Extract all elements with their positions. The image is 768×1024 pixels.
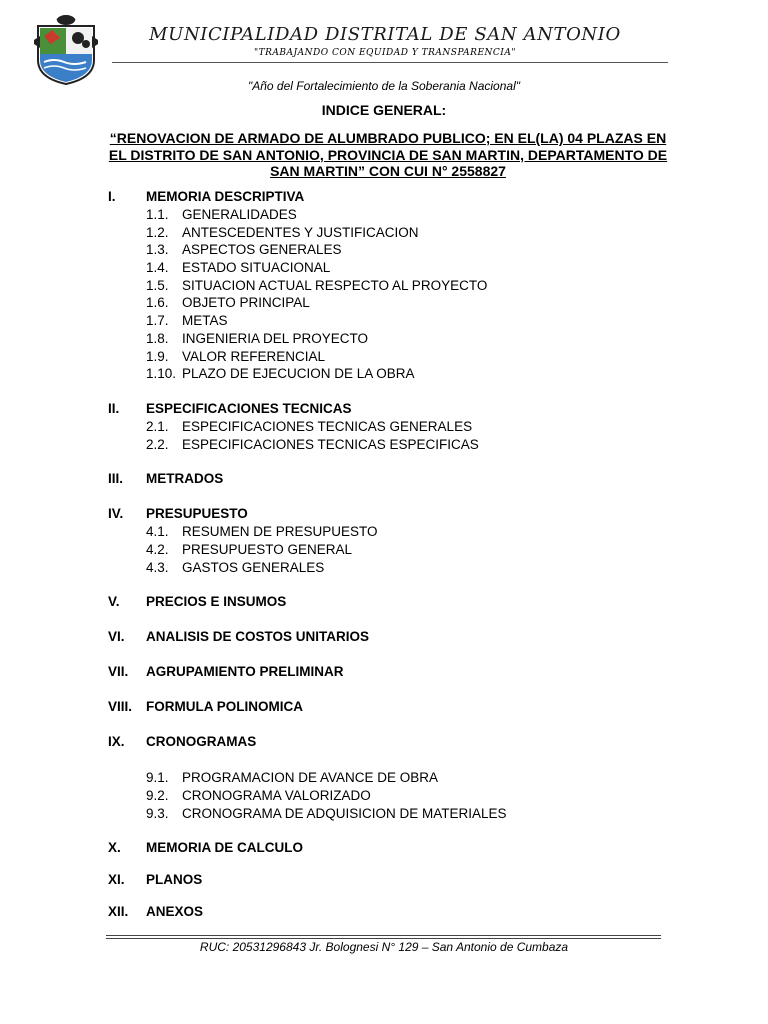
toc-item-number: 2.2.	[146, 436, 169, 452]
toc-item	[108, 330, 668, 348]
toc-section-heading	[108, 470, 668, 488]
spacer	[108, 822, 668, 839]
toc-item-number: 2.1.	[146, 418, 169, 434]
toc-section	[108, 593, 668, 628]
toc-section	[108, 400, 668, 470]
toc-section-number: VIII.	[108, 699, 133, 715]
toc-section-heading	[108, 839, 668, 857]
toc-section-heading	[108, 400, 668, 418]
toc-item-title: INGENIERIA DEL PROYECTO	[182, 330, 369, 346]
spacer	[108, 857, 668, 871]
toc-section-number: I.	[108, 189, 116, 204]
toc-item-title: ESTADO SITUACIONAL	[182, 260, 331, 276]
toc-item-title: PRESUPUESTO GENERAL	[182, 541, 353, 557]
toc-section-number: V.	[108, 594, 120, 610]
project-title-line: EL DISTRITO DE SAN ANTONIO, PROVINCIA DE SAN MARTIN, DEPARTAMENTO DE	[108, 146, 668, 163]
toc-section-heading	[108, 628, 668, 646]
toc-section-heading	[108, 871, 668, 889]
project-title-line: “RENOVACION DE ARMADO DE ALUMBRADO PUBLICO; EN EL(LA) 04 PLAZAS EN	[109, 130, 667, 146]
toc-item	[108, 206, 668, 224]
toc-item-number: 4.3.	[146, 559, 169, 575]
header-divider	[112, 62, 668, 63]
municipal-shield-icon	[30, 14, 102, 86]
toc-section	[108, 188, 668, 400]
spacer	[108, 646, 668, 663]
toc-section-number: VII.	[108, 664, 129, 680]
toc-section-title: AGRUPAMIENTO PRELIMINAR	[146, 664, 344, 680]
toc-item	[108, 787, 668, 805]
spacer	[108, 576, 668, 593]
toc-item-title: ANTESCEDENTES Y JUSTIFICACION	[182, 224, 419, 240]
toc-section-title: ANEXOS	[146, 904, 204, 920]
toc-section-title: PRESUPUESTO	[146, 506, 248, 522]
spacer	[108, 488, 668, 505]
footer-divider	[106, 938, 661, 939]
toc-item	[108, 436, 668, 454]
toc-section	[108, 871, 668, 903]
toc-section-heading	[108, 903, 668, 921]
toc-item	[108, 224, 668, 242]
toc-section-number: XII.	[108, 904, 129, 920]
project-title	[100, 130, 676, 180]
toc-item-number: 1.6.	[146, 295, 169, 311]
toc-item	[108, 277, 668, 295]
spacer	[108, 453, 668, 470]
toc-item-title: GASTOS GENERALES	[182, 559, 325, 575]
municipality-slogan: "TRABAJANDO CON EQUIDAD Y TRANSPARENCIA"	[253, 48, 516, 58]
toc-section-number: VI.	[108, 629, 125, 645]
toc-section-heading	[108, 188, 668, 206]
toc-item-title: GENERALIDADES	[182, 207, 297, 222]
toc-item	[108, 294, 668, 312]
toc-item	[108, 418, 668, 436]
project-title-line: SAN MARTIN” CON CUI N° 2558827	[270, 163, 506, 179]
toc-item-title: CRONOGRAMA DE ADQUISICION DE MATERIALES	[182, 805, 507, 821]
toc-section	[108, 839, 668, 871]
spacer	[108, 751, 668, 769]
toc-item-number: 9.3.	[146, 805, 169, 821]
toc-section-number: XI.	[108, 872, 125, 888]
toc-section-title: ESPECIFICACIONES TECNICAS	[146, 400, 352, 416]
toc-section-number: II.	[108, 400, 120, 416]
toc-section	[108, 470, 668, 505]
toc-item-number: 1.7.	[146, 313, 169, 329]
toc-item	[108, 348, 668, 366]
toc-item	[108, 241, 668, 259]
toc-section-heading	[108, 663, 668, 681]
year-motto: "Año del Fortalecimiento de la Soberania Nacional"	[247, 79, 520, 93]
toc-section-number: IV.	[108, 506, 124, 522]
toc-item-number: 9.2.	[146, 788, 169, 803]
toc-item	[108, 541, 668, 559]
toc-item-title: ASPECTOS GENERALES	[182, 242, 342, 258]
toc-section	[108, 663, 668, 698]
toc-item-title: SITUACION ACTUAL RESPECTO AL PROYECTO	[182, 277, 488, 293]
footer-divider	[106, 935, 661, 936]
toc-item-title: OBJETO PRINCIPAL	[182, 295, 310, 311]
toc-item	[108, 312, 668, 330]
toc-item-title: ESPECIFICACIONES TECNICAS ESPECIFICAS	[182, 436, 479, 452]
toc-section-number: IX.	[108, 734, 125, 750]
toc-section-heading	[108, 733, 668, 751]
toc-item-number: 1.4.	[146, 260, 169, 276]
toc-item-number: 1.8.	[146, 330, 169, 346]
spacer	[108, 889, 668, 903]
toc-item	[108, 805, 668, 823]
toc-item-number: 1.1.	[146, 207, 169, 222]
toc-section-title: PRECIOS E INSUMOS	[146, 594, 287, 610]
toc-section	[108, 505, 668, 593]
toc-section-title: MEMORIA DE CALCULO	[146, 840, 303, 856]
toc-item-number: 1.10.	[146, 366, 177, 382]
toc-item-title: VALOR REFERENCIAL	[182, 348, 326, 364]
toc-section-title: FORMULA POLINOMICA	[146, 699, 303, 715]
toc-item-number: 4.2.	[146, 541, 169, 557]
toc-item	[108, 259, 668, 277]
toc-section-heading	[108, 593, 668, 611]
table-of-contents	[108, 188, 668, 921]
spacer	[108, 716, 668, 733]
toc-item-number: 1.9.	[146, 348, 169, 364]
footer-address: RUC: 20531296843 Jr. Bolognesi N° 129 – San Antonio de Cumbaza	[199, 940, 569, 954]
toc-item-number: 1.2.	[146, 224, 169, 240]
toc-item-title: PLAZO DE EJECUCION DE LA OBRA	[182, 366, 415, 382]
toc-section	[108, 628, 668, 663]
toc-item-title: RESUMEN DE PRESUPUESTO	[182, 524, 378, 540]
toc-section-title: PLANOS	[146, 872, 203, 888]
toc-section-heading	[108, 505, 668, 523]
spacer	[108, 611, 668, 628]
toc-section-heading	[108, 698, 668, 716]
spacer	[108, 383, 668, 400]
municipality-title: MUNICIPALIDAD DISTRITAL DE SAN ANTONIO	[149, 24, 621, 45]
toc-item-number: 1.3.	[146, 242, 169, 258]
toc-item-number: 4.1.	[146, 524, 169, 540]
toc-section	[108, 698, 668, 733]
index-title: INDICE GENERAL:	[321, 102, 447, 118]
toc-item-title: METAS	[182, 313, 228, 329]
toc-section-title: MEMORIA DESCRIPTIVA	[146, 189, 305, 204]
toc-section-number: III.	[108, 471, 124, 487]
toc-item-title: PROGRAMACION DE AVANCE DE OBRA	[182, 770, 439, 786]
toc-section-title: CRONOGRAMAS	[146, 734, 257, 750]
spacer	[108, 681, 668, 698]
toc-item	[108, 523, 668, 541]
toc-item-title: ESPECIFICACIONES TECNICAS GENERALES	[182, 418, 473, 434]
toc-section	[108, 733, 668, 839]
toc-item-number: 9.1.	[146, 770, 169, 786]
toc-section-title: METRADOS	[146, 471, 224, 487]
toc-section	[108, 903, 668, 921]
toc-section-title: ANALISIS DE COSTOS UNITARIOS	[146, 629, 370, 645]
toc-item-number: 1.5.	[146, 277, 169, 293]
toc-item	[108, 769, 668, 787]
toc-item	[108, 559, 668, 577]
toc-item-title: CRONOGRAMA VALORIZADO	[182, 788, 371, 803]
toc-section-number: X.	[108, 840, 121, 856]
toc-item	[108, 365, 668, 383]
